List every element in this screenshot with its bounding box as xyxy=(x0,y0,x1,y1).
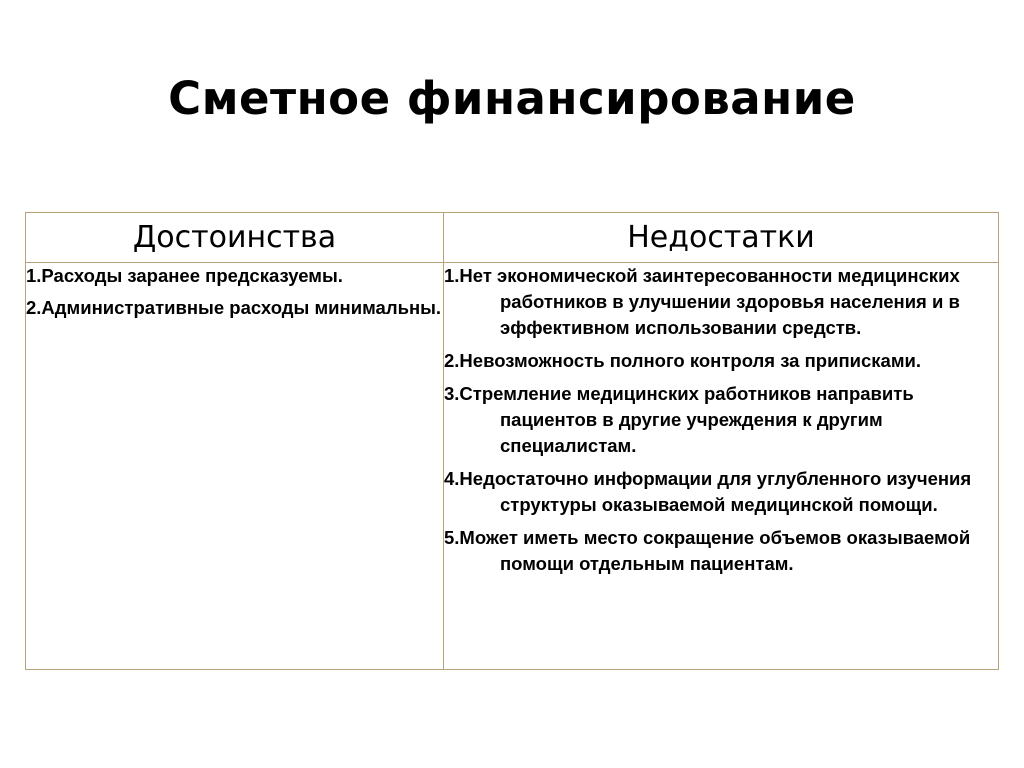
disadvantages-cell xyxy=(444,263,999,670)
disadvantage-item: 1.Нет экономической заинтересованности медицинских работников в улучшении здоровья населения и в эффективном использовании средств. xyxy=(444,265,960,338)
table-header-row xyxy=(26,213,999,263)
header-advantages: Достоинства xyxy=(26,213,444,263)
comparison-table xyxy=(25,212,999,670)
slide-title: Сметное финансирование xyxy=(168,72,856,125)
header-disadvantages: Недостатки xyxy=(444,213,999,263)
disadvantage-item: 4.Недостаточно информации для углубленного изучения структуры оказываемой медицинской помощи. xyxy=(444,468,972,515)
advantage-item: 1.Расходы заранее предсказуемы. xyxy=(26,265,343,286)
advantages-cell xyxy=(26,263,444,670)
advantage-item: 2.Административные расходы минимальны. xyxy=(26,297,442,318)
disadvantage-item: 5.Может иметь место сокращение объемов оказываемой помощи отдельным пациентам. xyxy=(444,527,971,574)
disadvantage-item: 3.Стремление медицинских работников направить пациентов в другие учреждения к другим специалистам. xyxy=(444,383,914,456)
disadvantage-item: 2.Невозможность полного контроля за приписками. xyxy=(444,350,922,371)
advantages-list xyxy=(26,263,443,321)
table-body-row xyxy=(26,263,999,670)
disadvantages-list xyxy=(444,263,998,577)
